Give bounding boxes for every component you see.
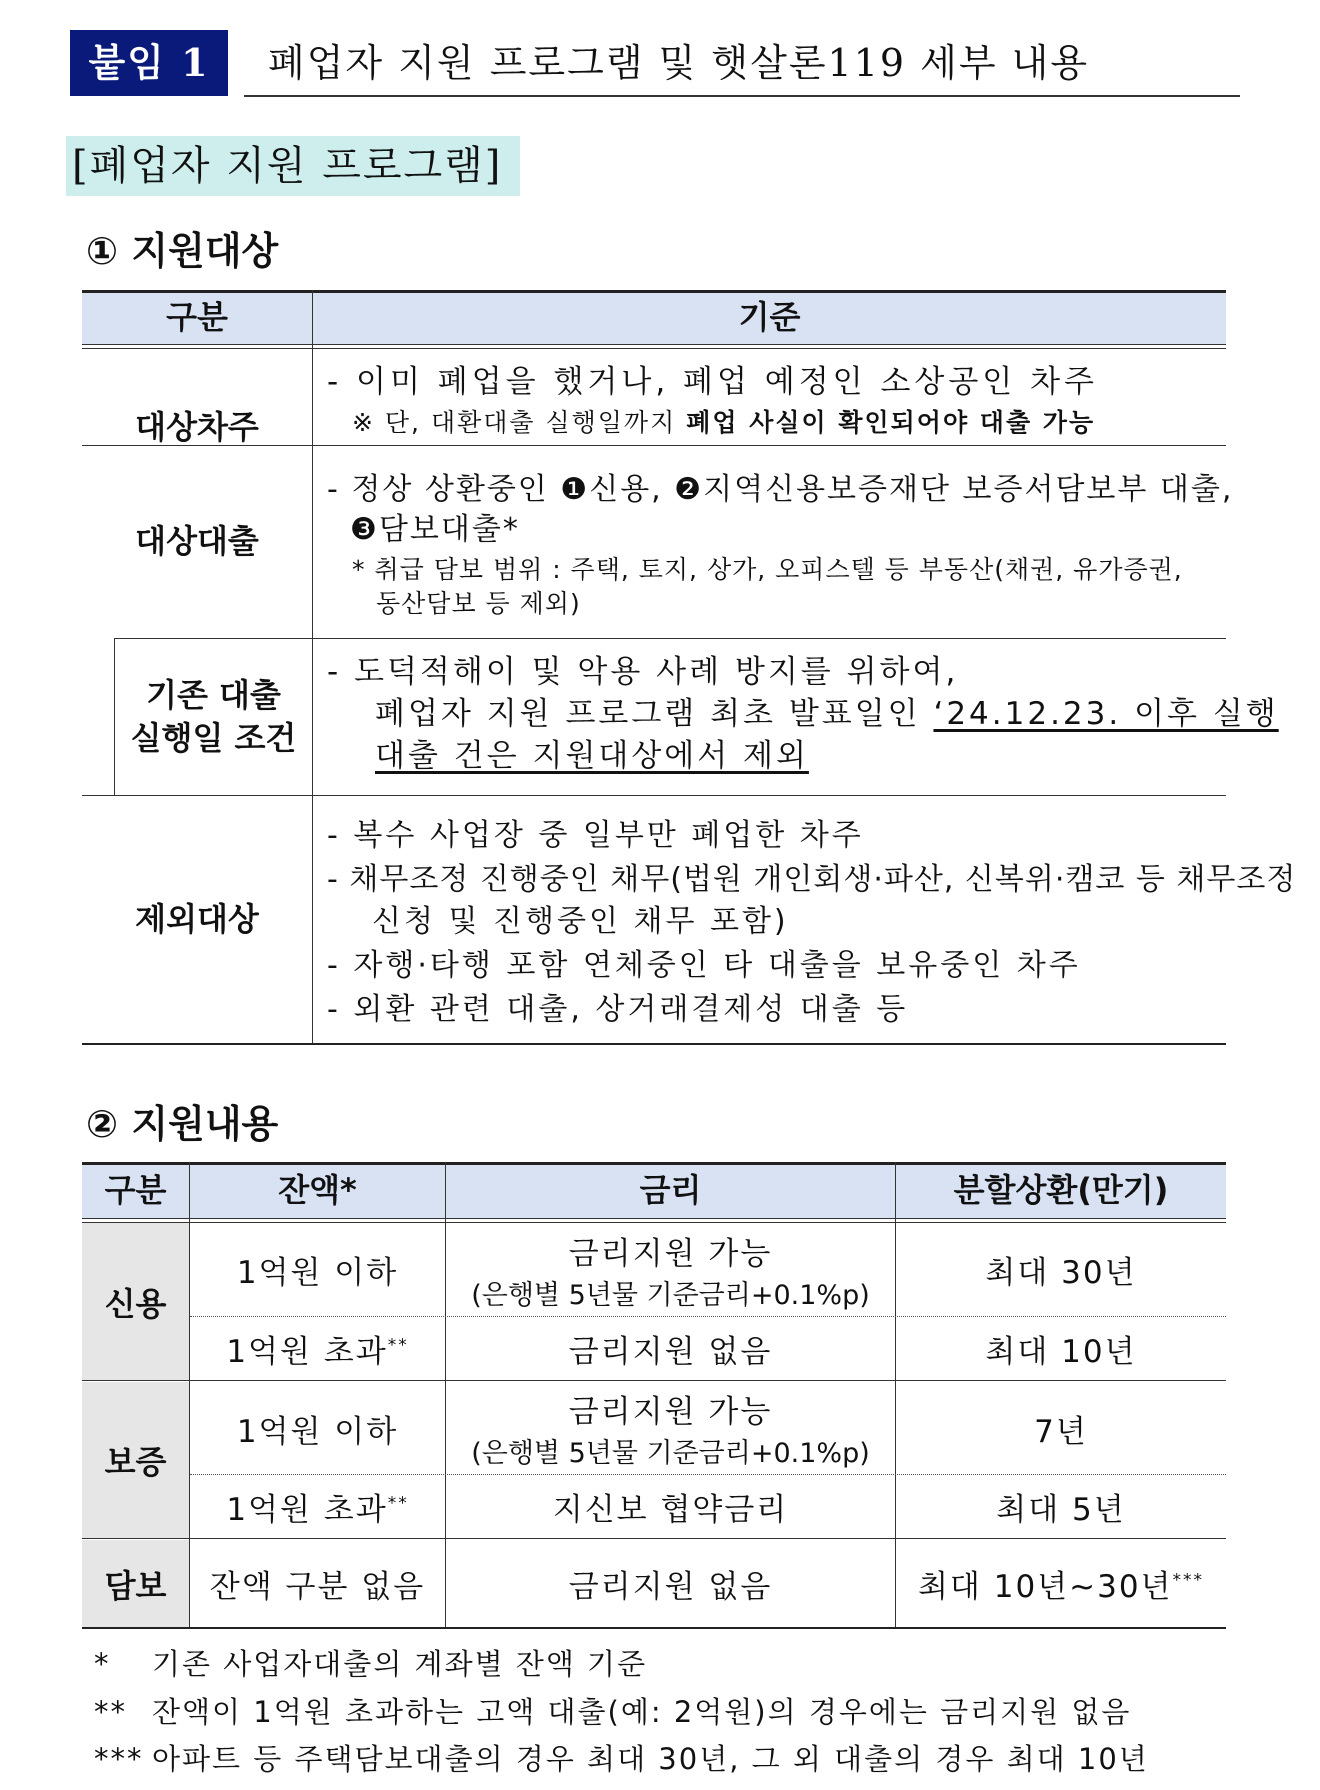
table2-header-rule-a (82, 1218, 1226, 1219)
row-label-loan-date-condition (115, 639, 312, 795)
document-title: 폐업자 지원 프로그램 및 햇살론119 세부 내용 (268, 41, 1090, 85)
group-label-credit: 신용 (82, 1223, 189, 1380)
loan-date-text-underlined: 대출 건은 지원대상에서 제외 (375, 738, 809, 774)
section-title: [폐업자 지원 프로그램] (66, 136, 520, 196)
target-heading: ① 지원대상 (86, 229, 279, 273)
content-header-category: 구분 (82, 1162, 189, 1218)
table2-bottom-rule (82, 1627, 1226, 1629)
excluded-item-1: - 복수 사업장 중 일부만 폐업한 차주 (327, 818, 864, 853)
row-label-excluded: 제외대상 (135, 899, 259, 938)
target-loan-text: - 정상 상환중인 ❶신용, ❷지역신용보증재단 보증서담보부 대출, (327, 472, 1234, 507)
guarantee-balance-1: 1억원 이하 (236, 1413, 399, 1450)
table2-top-rule (82, 1162, 1226, 1165)
group-label-guarantee: 보증 (82, 1382, 189, 1538)
row-label-target-loan: 대상대출 (135, 522, 259, 561)
collateral-term: 최대 10년~30년*** (917, 1569, 1204, 1605)
credit-rate-2: 금리지원 없음 (568, 1334, 773, 1370)
loan-date-label-line2: 실행일 조건 (130, 719, 297, 757)
credit-term-2: 최대 10년 (985, 1334, 1137, 1370)
loan-date-text-cont: 폐업자 지원 프로그램 최초 발표일인 ‘24.12.23. 이후 실행 (375, 696, 1279, 732)
target-loan-text-cont: ❸담보대출* (350, 512, 520, 547)
guarantee-term-1: 7년 (1034, 1413, 1088, 1450)
group-label-collateral: 담보 (82, 1540, 189, 1627)
collateral-balance: 잔액 구분 없음 (209, 1569, 426, 1605)
credit-balance-2: 1억원 초과** (226, 1334, 409, 1370)
column-divider (312, 290, 313, 1045)
content-header-term: 분할상환(만기) (896, 1162, 1226, 1218)
group-rule-1 (82, 1380, 1226, 1381)
content-header-rate: 금리 (446, 1162, 895, 1218)
excluded-item-2-cont: 신청 및 진행중인 채무 포함) (372, 904, 789, 939)
footnote-2: ** 잔액이 1억원 초과하는 고액 대출(예: 2억원)의 경우에는 금리지원 없음 (94, 1695, 1132, 1729)
title-underline (244, 95, 1240, 97)
table-bottom-rule (82, 1043, 1226, 1045)
guarantee-rate-1: 금리지원 가능 (은행별 5년물 기준금리+0.1%p) (471, 1394, 870, 1469)
target-loan-note: * 취급 담보 범위 : 주택, 토지, 상가, 오피스텔 등 부동산(채권, 유가증권, (352, 555, 1183, 584)
excluded-item-4: - 외환 관련 대출, 상거래결제성 대출 등 (327, 992, 909, 1027)
guarantee-term-2: 최대 5년 (996, 1492, 1126, 1528)
appendix-badge: 붙임 1 (70, 30, 228, 96)
content-heading: ② 지원내용 (86, 1102, 279, 1146)
row-label-target-borrower: 대상차주 (135, 407, 259, 446)
credit-term-1: 최대 30년 (985, 1255, 1137, 1291)
target-borrower-note: ※ 단, 대환대출 실행일까지 폐업 사실이 확인되어야 대출 가능 (352, 408, 1096, 437)
guarantee-balance-2: 1억원 초과** (226, 1492, 409, 1528)
target-borrower-text: - 이미 폐업을 했거나, 폐업 예정인 소상공인 차주 (327, 364, 1098, 400)
loan-date-text: - 도덕적해이 및 악용 사례 방지를 위하여, (327, 654, 959, 690)
collateral-rate: 금리지원 없음 (568, 1569, 773, 1605)
footnote-3: *** 아파트 등 주택담보대출의 경우 최대 30년, 그 외 대출의 경우 최대 10년 (94, 1742, 1149, 1776)
content-table (82, 1162, 1226, 1630)
target-header-category: 구분 (82, 290, 312, 344)
excluded-item-3: - 자행·타행 포함 연체중인 타 대출을 보유중인 차주 (327, 948, 1081, 983)
loan-date-label-line1: 기존 대출 (146, 675, 281, 714)
credit-balance-1: 1억원 이하 (236, 1255, 399, 1291)
footnote-1: * 기존 사업자대출의 계좌별 잔액 기준 (94, 1647, 648, 1681)
credit-rate-1: 금리지원 가능 (은행별 5년물 기준금리+0.1%p) (471, 1235, 870, 1311)
target-table (82, 290, 1297, 1045)
excluded-item-2: - 채무조정 진행중인 채무(법원 개인회생·파산, 신복위·캠코 등 채무조정 (327, 862, 1297, 897)
target-header-criteria: 기준 (313, 290, 1226, 344)
target-loan-note-cont: 동산담보 등 제외) (376, 589, 581, 618)
content-header-balance: 잔액* (190, 1162, 445, 1218)
header-double-rule-a (82, 344, 1226, 345)
table-top-rule (82, 290, 1226, 293)
group-rule-2 (82, 1538, 1226, 1539)
header-double-rule-b (82, 348, 1226, 349)
guarantee-rate-2: 지신보 협약금리 (552, 1492, 789, 1528)
